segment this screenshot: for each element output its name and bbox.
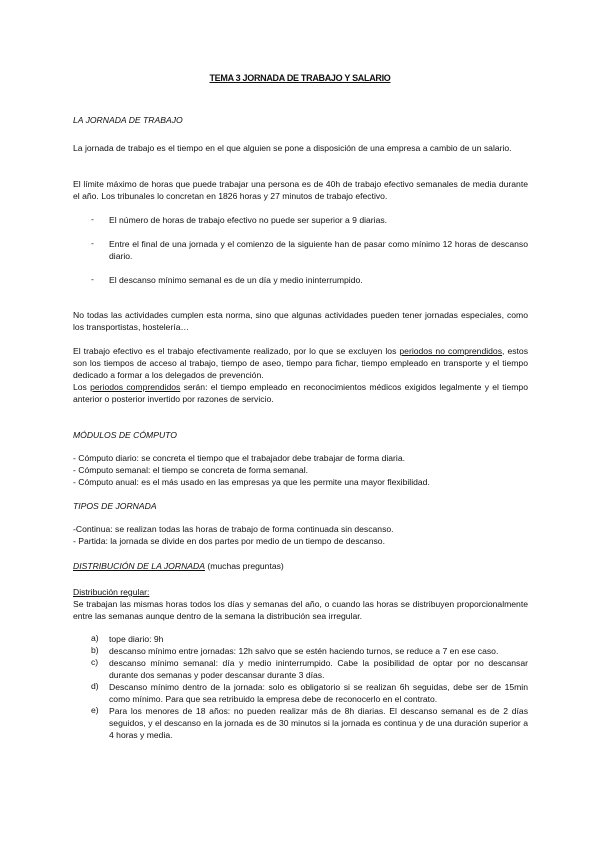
underlined-term: periodos no comprendidos [399, 346, 503, 356]
list-item: descanso mínimo semanal: día y medio ininterrumpido. Cabe la posibilidad de optar por no descansar durante dos semanas y poder descansar durante 3 días. [109, 658, 528, 680]
list-marker: a) [91, 633, 99, 643]
bullet-marker: - [91, 274, 94, 284]
list-marker: b) [91, 645, 99, 655]
list-item: Para los menores de 18 años: no pueden realizar más de 8h diarias. El descanso semanal es de 2 días seguidos, y el descanso en la jornada es de 30 minutos si la jornada es continua y de una duración superior a 4 horas y media. [109, 706, 528, 740]
section-heading-distribucion: DISTRIBUCIÓN DE LA JORNADA (muchas preguntas) [73, 561, 284, 571]
list-item: Descanso mínimo dentro de la jornada: solo es obligatorio si se realizan 6h seguidas, debe ser de 15min como mínimo. Para que sea retribuido la empresa debe de reconocerlo en el contrato. [109, 682, 528, 704]
list-item: - Cómputo diario: se concreta el tiempo que el trabajador debe trabajar de forma diaria. [73, 453, 405, 463]
list-item: - Cómputo semanal: el tiempo se concreta de forma semanal. [73, 465, 309, 475]
list-item: descanso mínimo entre jornadas: 12h salvo que se estén haciendo turnos, se reduce a 7 en ese caso. [109, 646, 499, 656]
list-item: tope diario: 9h [109, 634, 164, 644]
list-item: - Partida: la jornada se divide en dos partes por medio de un tiempo de descanso. [73, 536, 385, 546]
page-title: TEMA 3 JORNADA DE TRABAJO Y SALARIO [209, 73, 391, 83]
underlined-term: periodos comprendidos [90, 382, 181, 392]
section-heading-tipos: TIPOS DE JORNADA [73, 501, 157, 511]
list-marker: c) [91, 657, 99, 667]
bullet-marker: - [91, 214, 94, 224]
list-item: -Continua: se realizan todas las horas de trabajo de forma continuada sin descanso. [73, 524, 394, 534]
paragraph-special-jornadas: No todas las actividades cumplen esta norma, sino que algunas actividades pueden tener jornadas especiales, como los transportistas, hostelería… [73, 310, 528, 332]
section-heading-jornada: LA JORNADA DE TRABAJO [73, 115, 183, 125]
paragraph-definition: La jornada de trabajo es el tiempo en el que alguien se pone a disposición de una empresa a cambio de un salario. [73, 143, 512, 153]
subheading-distribucion-regular: Distribución regular: [73, 587, 150, 597]
list-item: El descanso mínimo semanal es de un día y medio ininterrumpido. [109, 275, 363, 285]
list-item: Entre el final de una jornada y el comienzo de la siguiente han de pasar como mínimo 12 horas de descanso diario. [109, 239, 528, 261]
paragraph-trabajo-efectivo: El trabajo efectivo es el trabajo efectivamente realizado, por lo que se excluyen los periodos no comprendidos, estos son los tiempos de acceso al trabajo, tiempo de aseo, tiempo para fichar, tiempo empleado en transporte y el tiempo dedicado a formar a los delegados de prevención. [73, 346, 528, 380]
section-heading-modulos: MÓDULOS DE CÓMPUTO [73, 430, 177, 440]
paragraph-limit: El límite máximo de horas que puede trabajar una persona es de 40h de trabajo efectivo semanales de media durante el año. Los tribunales lo concretan en 1826 horas y 27 minutos de trabajo efectivo. [73, 179, 528, 201]
list-item: - Cómputo anual: es el más usado en las empresas ya que les permite una mayor flexibilidad. [73, 477, 430, 487]
list-marker: e) [91, 705, 99, 715]
list-marker: d) [91, 681, 99, 691]
paragraph-distribucion-regular: Se trabajan las mismas horas todos los días y semanas del año, o cuando las horas se distribuyen proporcionalmente entre las semanas aunque dentro de la semana la distribución sea irregular. [73, 599, 528, 621]
bullet-marker: - [91, 238, 94, 248]
list-item: El número de horas de trabajo efectivo no puede ser superior a 9 diarias. [109, 215, 388, 225]
paragraph-periodos-comprendidos: Los periodos comprendidos serán: el tiempo empleado en reconocimientos médicos exigidos legalmente y el tiempo anterior o posterior invertido por razones de servicio. [73, 382, 528, 404]
